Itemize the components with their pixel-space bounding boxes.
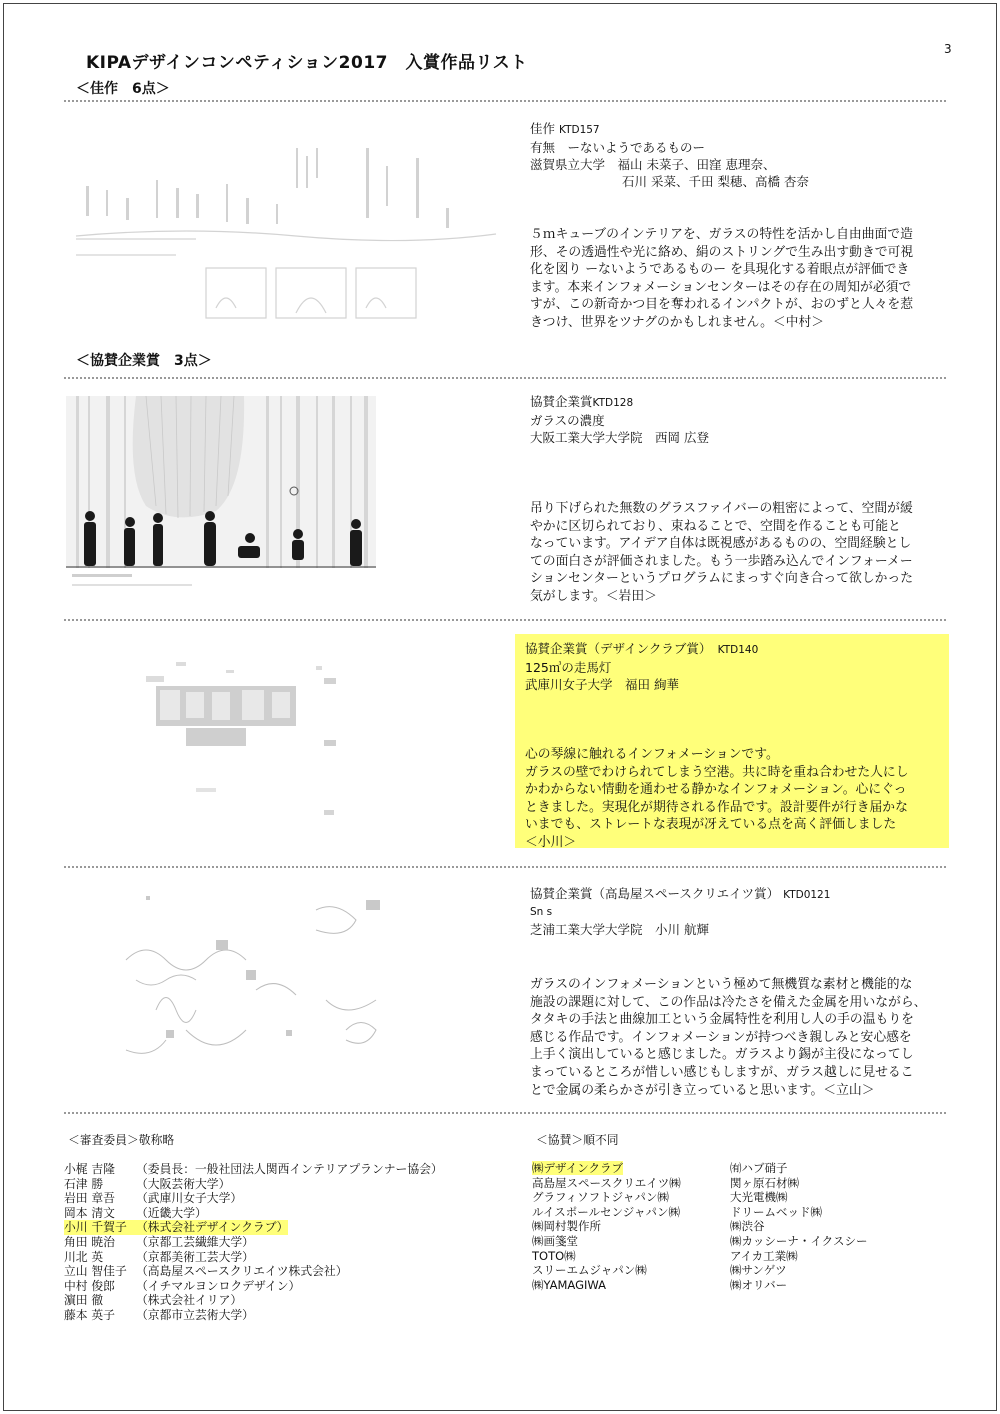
comment-line: とで金属の柔らかさが引き立っていると思います。＜立山＞ [530,1082,875,1098]
entry-image-ktd157 [66,108,506,328]
comment-line: 化を図り ーないようであるものー を具現化する着眼点が評価でき [530,262,910,278]
jury-row [64,1162,443,1177]
entry-award: 佳作 [530,121,556,136]
jury-name: 川北 英 [64,1249,104,1264]
comment-line: 上手く演出していると感じました。ガラスより錫が主役になってし [530,1047,914,1063]
jury-affiliation: （京都市立芸術大学） [136,1307,254,1322]
sponsor: ㈱渋谷 [730,1219,765,1234]
section-heading-kyosan: ＜協賛企業賞 3点＞ [76,353,212,369]
comment-line: ガラスの壁でわけられてしまう空港。共に時を重ね合わせた人にし [525,764,909,780]
comment-line: 吊り下げられた無数のグラスファイバーの粗密によって、空間が緩 [530,501,913,516]
jury-affiliation: （武庫川女子大学） [136,1191,243,1206]
sponsor: 高島屋スペースクリエイツ㈱ [532,1175,681,1190]
entry-code: KTD128 [592,397,634,409]
jury-name: 岡本 清文 [64,1205,115,1220]
entry-image-ktd0121 [66,880,506,1100]
entry-image-ktd140 [66,632,506,852]
comment-line: ガラスのインフォメーションという極めて無機質な素材と機能的な [530,977,913,992]
comment-line: ときました。実現化が期待される作品です。設計要件が行き届かな [525,799,908,815]
page-title: KIPAデザインコンペティション2017 入賞作品リスト [86,53,528,73]
comment-line: ションセンターというプログラムにまっすぐ向き合って欲しかった [530,571,914,587]
sponsor: グラフィソフトジャパン㈱ [532,1190,669,1205]
entry-comment-ktd0121 [530,976,926,1099]
comment-line: きつけ、世界をツナグのかもしれません。＜中村＞ [530,314,825,330]
comment-line: タタキの手法と曲線加工という金属特性を利用し人の手の温もりを [530,1012,914,1028]
comment-line: まっているところが惜しい感じもしますが、ガラス越しに見せるこ [530,1064,914,1080]
comment-line: ５ｍキューブのインテリアを、ガラスの特性を活かし自由曲面で造 [530,227,913,242]
sponsor: ㈱YAMAGIWA [532,1277,606,1292]
separator [64,100,946,102]
sponsor: ㈲ハブ硝子 [730,1161,788,1175]
sponsor: ㈱カッシーナ・イクスシー [730,1233,868,1248]
entry-ktd128 [530,393,709,446]
entry-ktd157 [530,120,809,190]
jury-affiliation: （京都美術工芸大学） [136,1249,254,1264]
sponsor: ドリームベッド㈱ [730,1204,822,1219]
section-heading-kasaku: ＜佳作 6点＞ [76,81,170,97]
jury-name: 小梶 吉隆 [64,1162,115,1176]
separator [64,866,946,868]
jury-affiliation: （近畿大学） [136,1205,207,1220]
sponsors-col-1 [532,1161,681,1292]
jury-name: 藤本 英子 [64,1307,115,1322]
jury-list [64,1162,443,1323]
entry-award: 協賛企業賞 [530,394,593,409]
sponsor: 大光電機㈱ [730,1190,788,1205]
comment-line: ます。本来インフォメーションセンターはその存在の周知が必須で [530,279,912,295]
sponsor: 関ヶ原石材㈱ [730,1175,799,1190]
jury-affiliation: （大阪芸術大学） [136,1176,231,1191]
entry-image-ktd128 [66,396,376,596]
comment-line: なっています。アイデア自体は既視感があるものの、空間経験とし [530,536,912,552]
jury-name: 岩田 章吾 [64,1191,115,1206]
separator [64,619,946,621]
sponsor: ㈱画箋堂 [532,1233,578,1248]
jury-name: 濵田 徹 [64,1293,104,1308]
jury-row [64,1308,443,1323]
jury-row [64,1235,443,1250]
entry-authors-cont: 石川 采菜、千田 梨穂、高橋 杏奈 [622,174,809,189]
entry-school-authors: 武庫川女子大学 福田 絢華 [525,677,679,692]
jury-row [64,1206,443,1221]
sponsor: TOTO㈱ [532,1248,576,1263]
jury-row-highlighted [64,1220,288,1235]
entry-code: KTD157 [559,124,600,136]
jury-row [64,1177,443,1192]
jury-row [64,1191,443,1206]
entry-school-authors: 芝浦工業大学大学院 小川 航輝 [530,922,709,937]
page-number: 3 [944,42,952,56]
comment-line: 形、その透過性や光に絡め、絹のストリングで生み出す動きで可視 [530,244,914,260]
sponsor: スリーエムジャパン㈱ [532,1263,647,1278]
entry-code: KTD140 [717,644,759,656]
sponsor: ルイスポールセンジャパン㈱ [532,1204,681,1219]
comment-line: ＜小川＞ [525,834,577,850]
entry-award: 協賛企業賞（高島屋スペースクリエイツ賞） [530,886,780,901]
comment-line: 感じる作品です。インフォメーションが持つべき親しみと安心感を [530,1029,912,1045]
entry-title: 有無 ーないようであるものー [530,140,706,155]
comment-line: すが、この新奇かつ目を奪われるインパクトが、おのずと人々を惹 [530,297,914,313]
entry-school-authors: 大阪工業大学大学院 西岡 広登 [530,430,709,445]
entry-comment-ktd128 [530,500,913,606]
jury-name: 小川 千賀子 [64,1220,136,1235]
comment-line: 心の琴線に触れるインフォメーションです。 [525,747,779,762]
comment-line: 気がします。＜岩田＞ [530,588,657,604]
entry-title: ガラスの濃度 [530,413,605,428]
jury-heading: ＜審査委員＞敬称略 [68,1133,175,1147]
jury-name: 石津 勝 [64,1176,104,1191]
jury-affiliation: （京都工芸繊維大学） [136,1234,254,1249]
jury-affiliation: （高島屋スペースクリエイツ株式会社） [136,1264,348,1279]
entry-code: KTD0121 [783,889,831,901]
jury-name: 立山 智佳子 [64,1264,127,1279]
entry-school-authors: 滋賀県立大学 福山 未菜子、田窪 恵理奈、 [530,157,776,172]
entry-ktd140 [525,640,758,693]
jury-name: 中村 俊郎 [64,1278,115,1293]
comment-line: 施設の課題に対して、この作品は冷たさを備えた金属を用いながら、 [530,994,927,1010]
sponsors-heading: ＜協賛＞順不同 [536,1133,619,1147]
sponsor: ㈱オリバー [730,1277,788,1292]
jury-affiliation: （イチマルヨンロクデザイン） [136,1278,301,1293]
sponsor-highlighted: ㈱デザインクラブ [532,1161,623,1175]
sponsor: アイカ工業㈱ [730,1248,798,1263]
entry-comment-ktd140 [525,746,909,852]
comment-line: やかに区切られており、束ねることで、空間を作ることも可能と [530,518,901,534]
sponsors-col-2 [730,1161,868,1292]
comment-line: いまでも、ストレートな表現が冴えている点を高く評価しました [525,817,897,833]
jury-row [64,1293,443,1308]
jury-row [64,1250,443,1265]
comment-line: かわからない情動を通わせる静かなインフォメーション。心にぐっ [525,782,907,798]
separator [64,377,946,379]
entry-comment-ktd157 [530,226,913,332]
jury-name: 角田 暁治 [64,1234,115,1249]
sponsor: ㈱サンゲツ [730,1263,787,1278]
jury-row [64,1279,443,1294]
entry-title: Sn s [530,906,553,918]
jury-row [64,1264,443,1279]
jury-affiliation: （株式会社デザインクラブ） [136,1220,289,1235]
sponsor: ㈱岡村製作所 [532,1219,601,1234]
entry-ktd0121 [530,885,830,938]
separator [64,1112,946,1114]
entry-title: 125㎥の走馬灯 [525,660,612,675]
comment-line: ての面白さが評価されました。もう一歩踏み込んでインフォーメー [530,553,913,569]
jury-affiliation: （委員長：一般社団法人関西インテリアプランナー協会） [136,1162,443,1176]
entry-award: 協賛企業賞（デザインクラブ賞） [525,641,706,656]
jury-affiliation: （株式会社イリア） [136,1293,243,1308]
